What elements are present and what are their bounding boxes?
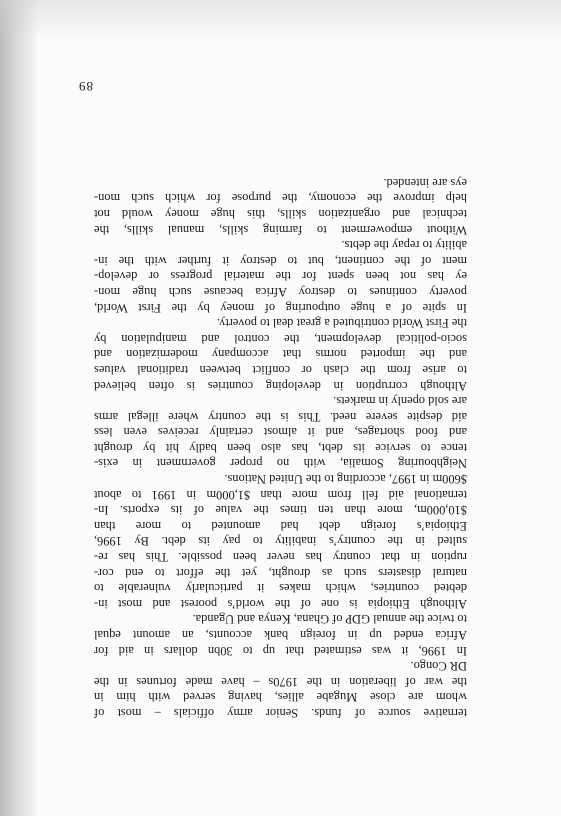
text-line: ability to repay the debts. — [341, 238, 467, 253]
text-line: tence to service its debt, has also been badly hit by drought — [94, 440, 467, 455]
text-line: Neighbouring Somalia, with no proper government in exis- — [94, 456, 467, 471]
text-line: Africa ended up in foreign bank accounts, an amount equal — [94, 628, 467, 643]
text-line: DR Congo. — [410, 659, 467, 674]
text-line: Although corruption in developing countries is often believed — [94, 378, 467, 393]
text-line: socio-political development, the control and manipulation by — [94, 331, 467, 346]
text-line: ruption in that country has never been possible. This has re- — [94, 550, 467, 565]
text-line: $10,000m, more than ten times the value of its exports. In- — [94, 503, 467, 518]
text-line: ternational aid fell from more than $1,000m in 1991 to about — [94, 487, 467, 502]
text-line: In 1996, it was estimated that up to 30bn dollars in aid for — [94, 643, 467, 658]
text-line: $600m in 1997, according to the United Nations. — [224, 472, 467, 487]
text-line: eys are intended. — [383, 175, 467, 190]
text-line: ey has not been spent for the material progress or develop- — [94, 269, 467, 284]
text-line: whom are close Mugabe allies, having served with him in — [94, 690, 467, 705]
text-line: to twice the annual GDP of Ghana, Kenya and Uganda. — [192, 612, 467, 627]
text-line: and food shortages, and it almost certainly receives even less — [94, 425, 467, 440]
page-number: 89 — [78, 79, 93, 94]
text-line: Although Ethiopia is one of the world’s poorest and most in- — [94, 596, 467, 611]
text-line: sulted in the country’s inability to pay its debt. By 1996, — [94, 534, 467, 549]
text-line: ternative source of funds. Senior army officials – most of — [94, 706, 467, 720]
text-line: Ethiopia’s foreign debt had amounted to more than — [94, 518, 467, 533]
text-line: the war of liberation in the 1970s – have made fortunes in the — [94, 674, 467, 689]
body-text — [94, 174, 467, 720]
text-line: the First World contributed a great deal to poverty. — [216, 316, 467, 331]
text-line: technical and organization skills, this huge money would not — [94, 207, 467, 221]
text-line: ment of the continent, but to destroy it further with the in- — [94, 253, 467, 268]
text-line: In spite of a huge outpouring of money by the First World, — [94, 300, 467, 315]
text-line: help improve the economy, the purpose for which such mon- — [94, 191, 467, 206]
text-line: poverty continues to destroy Africa because such huge mon- — [94, 284, 467, 299]
text-line: aid despite severe need. This is the country where illegal arms — [94, 409, 467, 424]
text-line: are sold openly in markets. — [333, 394, 467, 409]
text-line: to arise from the clash or conflict between traditional values — [94, 362, 467, 377]
text-line: debted countries, which makes it particularly vulnerable to — [94, 581, 467, 596]
text-line: natural disasters such as drought, yet the effort to end cor- — [94, 565, 467, 580]
text-line: and the imported norms that accompany modernization and — [94, 347, 467, 362]
text-line: Without empowerment to farming skills, manual skills, the — [94, 222, 467, 237]
